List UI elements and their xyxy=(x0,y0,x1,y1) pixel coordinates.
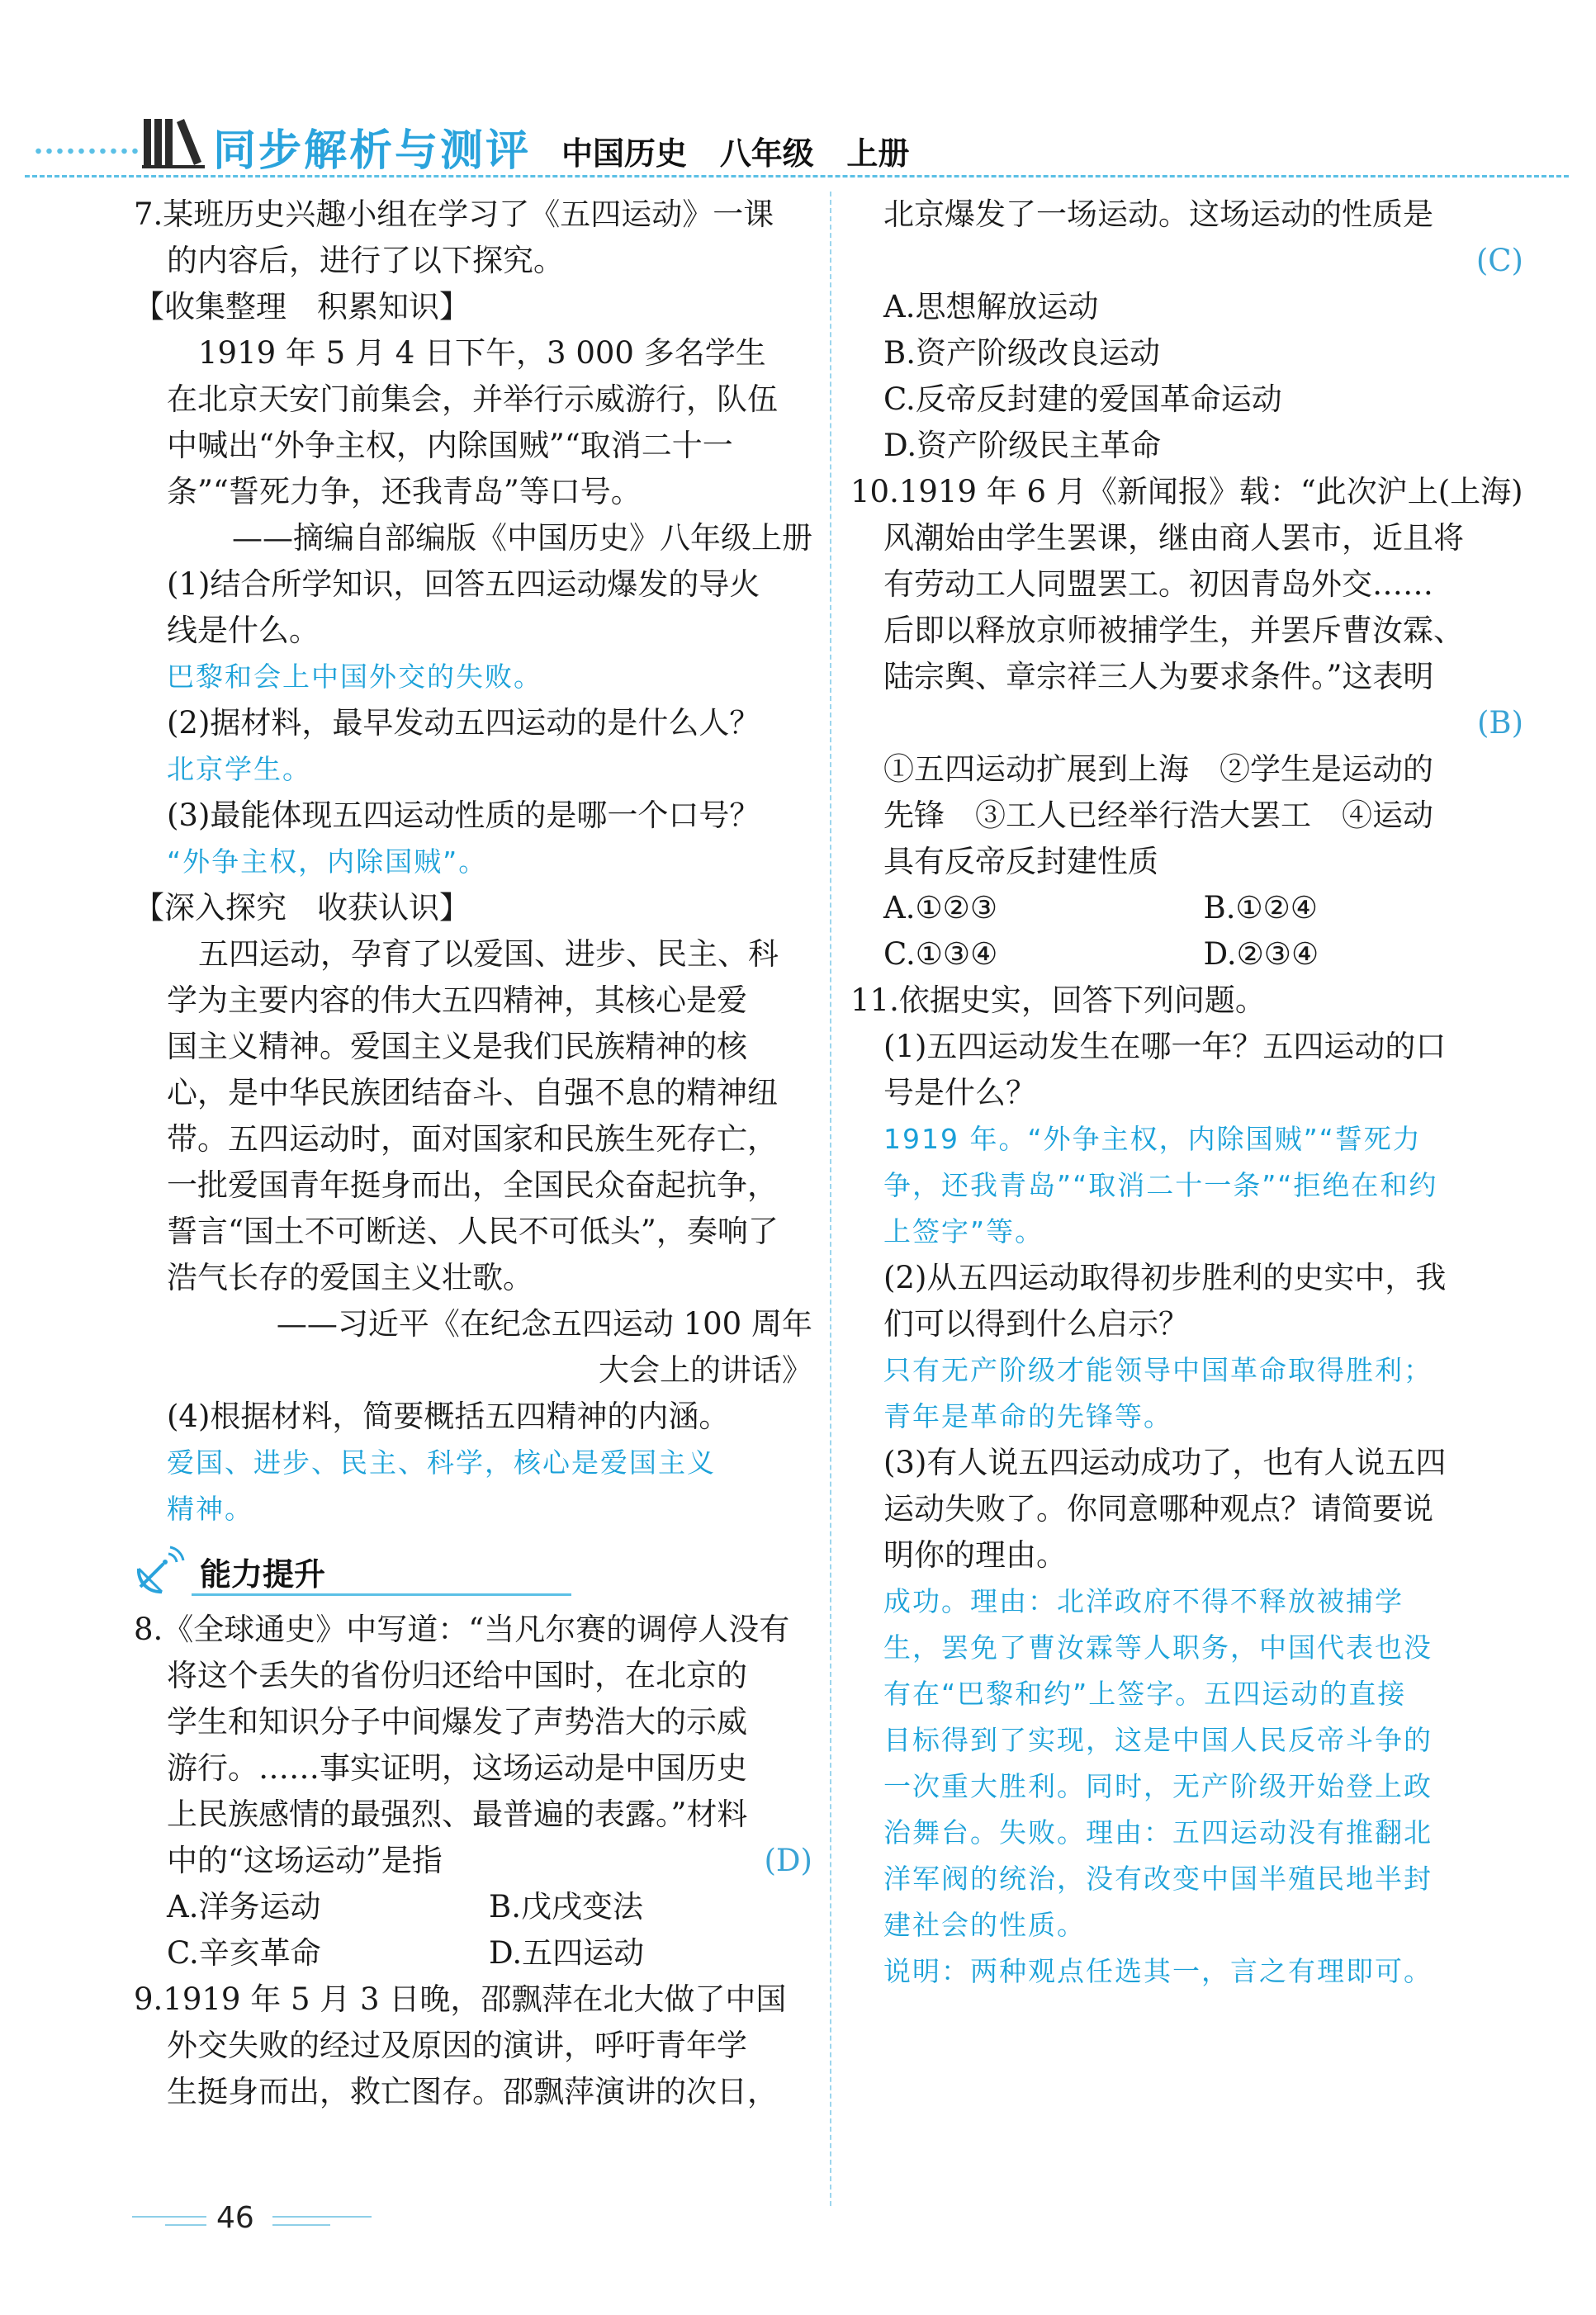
q11-sub-question: 明你的理由。 xyxy=(883,1537,1067,1573)
books-logo-icon xyxy=(142,116,205,168)
q9-stem-line: 北京爆发了一场运动。这场运动的性质是 xyxy=(883,196,1433,232)
q8-stem-line: 上民族感情的最强烈、最普遍的表露。”材料 xyxy=(167,1797,748,1832)
q11-answer: 生，罢免了曹汝霖等人职务，中国代表也没 xyxy=(883,1631,1433,1664)
q7-sub-question: (3)最能体现五四运动性质的是哪一个口号？ xyxy=(167,798,760,833)
q7-answer: 精神。 xyxy=(167,1493,253,1525)
q11-answer: 成功。理由：北洋政府不得不释放被捕学 xyxy=(883,1585,1404,1617)
q7-material-line: 中喊出“外争主权，内除国贼”“取消二十一 xyxy=(167,428,733,463)
q7-sub-question: (2)据材料，最早发动五四运动的是什么人？ xyxy=(167,705,760,741)
q7-material-line: 学为主要内容的伟大五四精神，其核心是爱 xyxy=(167,982,747,1018)
q11-answer: 只有无产阶级才能领导中国革命取得胜利； xyxy=(883,1354,1433,1386)
header-dots-decoration xyxy=(33,147,140,155)
q11-answer: 上签字”等。 xyxy=(883,1215,1044,1247)
q7-answer: 爱国、进步、民主、科学，核心是爱国主义 xyxy=(167,1446,716,1479)
q11-answer: 治舞台。失败。理由：五四运动没有推翻北 xyxy=(883,1816,1433,1849)
section-underline xyxy=(192,1593,571,1596)
q7-material-line: 在北京天安门前集会，并举行示威游行，队伍 xyxy=(167,381,778,417)
q7-answer: 北京学生。 xyxy=(167,753,311,785)
footer-line xyxy=(165,2224,206,2226)
q9-option: B.资产阶级改良运动 xyxy=(883,335,1160,371)
q8-options-row xyxy=(134,1930,812,1977)
q9-stem-line: 外交失败的经过及原因的演讲，呼吁青年学 xyxy=(167,2028,747,2063)
satellite-dish-icon xyxy=(134,1544,187,1597)
q10-answer-choice: (B) xyxy=(1476,705,1523,741)
q8-option: A.洋务运动 xyxy=(167,1889,321,1924)
q7-material-line: 国主义精神。爱国主义是我们民族精神的核 xyxy=(167,1029,747,1064)
q8-options-row xyxy=(134,1884,812,1930)
q11-answer: 目标得到了实现，这是中国人民反帝斗争的 xyxy=(883,1724,1433,1756)
q10-option: B.①②④ xyxy=(1203,890,1318,926)
q7-answer: “外争主权，内除国贼”。 xyxy=(167,845,488,878)
q9-stem-line: 9.1919 年 5 月 3 日晚，邵飘萍在北大做了中国 xyxy=(134,1981,787,2017)
section-heading xyxy=(134,1537,812,1607)
q11-answer: 青年是革命的先锋等。 xyxy=(883,1400,1172,1432)
column-divider xyxy=(830,192,831,2206)
q8-option: D.五四运动 xyxy=(489,1935,645,1971)
q9-option: A.思想解放运动 xyxy=(883,289,1099,324)
q10-option: D.②③④ xyxy=(1203,936,1319,972)
q10-stem-line: 后即以释放京师被捕学生，并罢斥曹汝霖、 xyxy=(883,613,1464,648)
q8-stem-line: 将这个丢失的省份归还给中国时，在北京的 xyxy=(167,1658,747,1693)
q11-answer-note: 说明：两种观点任选其一，言之有理即可。 xyxy=(883,1955,1433,1987)
q8-option: B.戊戌变法 xyxy=(489,1889,643,1924)
subject-label: 中国历史 八年级 上册 xyxy=(561,135,910,172)
q10-statement-line: ①五四运动扩展到上海 ②学生是运动的 xyxy=(883,751,1433,787)
q7-material-source: ——摘编自部编版《中国历史》八年级上册 xyxy=(232,520,812,556)
q7-material-line: 浩气长存的爱国主义壮歌。 xyxy=(167,1260,533,1295)
q7-section-title: 【收集整理 积累知识】 xyxy=(134,289,470,324)
q10-stem-line: 陆宗舆、章宗祥三人为要求条件。”这表明 xyxy=(883,659,1434,694)
q11-sub-question: (2)从五四运动取得初步胜利的史实中，我 xyxy=(883,1260,1447,1295)
q7-material-line: 心，是中华民族团结奋斗、自强不息的精神纽 xyxy=(167,1075,778,1110)
q8-stem-line: 中的“这场运动”是指 xyxy=(167,1843,443,1878)
q7-answer: 巴黎和会上中国外交的失败。 xyxy=(167,660,542,693)
brand-title: 同步解析与测评 xyxy=(213,126,532,176)
q7-material-line: 一批爱国青年挺身而出，全国民众奋起抗争， xyxy=(167,1167,778,1203)
q7-sub-question: 线是什么。 xyxy=(167,613,320,648)
q11-answer: 一次重大胜利。同时，无产阶级开始登上政 xyxy=(883,1770,1433,1802)
q8-stem-line: 游行。……事实证明，这场运动是中国历史 xyxy=(167,1750,747,1786)
q8-answer-choice: (D) xyxy=(764,1843,812,1878)
q7-material-line: 五四运动，孕育了以爱国、进步、民主、科 xyxy=(198,936,779,972)
q11-answer: 洋军阀的统治，没有改变中国半殖民地半封 xyxy=(883,1863,1433,1895)
q9-option: D.资产阶级民主革命 xyxy=(883,428,1162,463)
page-header xyxy=(0,0,1596,190)
q8-option: C.辛亥革命 xyxy=(167,1935,321,1971)
q7-material-line: 誓言“国土不可断送、人民不可低头”，奏响了 xyxy=(167,1214,779,1249)
q11-sub-question: 号是什么？ xyxy=(883,1075,1036,1110)
footer-line xyxy=(272,2216,372,2218)
q11-sub-question: 运动失败了。你同意哪种观点？请简要说 xyxy=(883,1491,1433,1527)
page-footer xyxy=(0,2196,743,2262)
q11-answer: 建社会的性质。 xyxy=(883,1909,1086,1941)
q10-options-row xyxy=(850,885,1523,931)
q10-options-row xyxy=(850,931,1523,978)
q9-stem-line: 生挺身而出，救亡图存。邵飘萍演讲的次日， xyxy=(167,2074,778,2109)
q10-stem-line: 风潮始由学生罢课，继由商人罢市，近且将 xyxy=(883,520,1464,556)
section-title: 能力提升 xyxy=(200,1556,326,1593)
q7-stem-line: 的内容后，进行了以下探究。 xyxy=(167,243,564,278)
q11-answer: 有在“巴黎和约”上签字。五四运动的直接 xyxy=(883,1678,1407,1710)
q7-material-line: 条”“誓死力争，还我青岛”等口号。 xyxy=(167,474,642,509)
q10-stem-line: 有劳动工人同盟罢工。初因青岛外交…… xyxy=(883,566,1433,602)
q8-stem-line: 8.《全球通史》中写道：“当凡尔赛的调停人没有 xyxy=(134,1612,790,1647)
q11-stem-line: 11.依据史实，回答下列问题。 xyxy=(850,982,1266,1018)
q7-material-source: 大会上的讲话》 xyxy=(599,1352,812,1388)
q7-stem-line: 7.某班历史兴趣小组在学习了《五四运动》一课 xyxy=(134,196,774,232)
q11-answer: 1919 年。“外争主权，内除国贼”“誓死力 xyxy=(883,1123,1422,1155)
footer-line xyxy=(132,2216,206,2218)
header-divider xyxy=(25,175,1569,178)
footer-line xyxy=(272,2224,330,2226)
left-column xyxy=(134,192,812,2115)
q11-sub-question: (1)五四运动发生在哪一年？五四运动的口 xyxy=(883,1029,1447,1064)
q7-section-title: 【深入探究 收获认识】 xyxy=(134,890,470,926)
q9-option: C.反帝反封建的爱国革命运动 xyxy=(883,381,1282,417)
right-column xyxy=(850,192,1523,1995)
page-number: 46 xyxy=(216,2201,254,2235)
q7-material-line: 1919 年 5 月 4 日下午，3 000 多名学生 xyxy=(198,335,766,371)
q10-option: C.①③④ xyxy=(883,936,998,972)
q7-material-line: 带。五四运动时，面对国家和民族生死存亡， xyxy=(167,1121,778,1157)
q8-stem-row xyxy=(134,1838,812,1884)
q8-stem-line: 学生和知识分子中间爆发了声势浩大的示威 xyxy=(167,1704,747,1740)
q11-sub-question: (3)有人说五四运动成功了，也有人说五四 xyxy=(883,1445,1447,1480)
q10-statement-line: 先锋 ③工人已经举行浩大罢工 ④运动 xyxy=(883,798,1433,833)
q7-material-source: ——习近平《在纪念五四运动 100 周年 xyxy=(276,1306,812,1342)
q10-stem-line: 10.1919 年 6 月《新闻报》载：“此次沪上(上海) xyxy=(850,474,1523,509)
q11-sub-question: 们可以得到什么启示？ xyxy=(883,1306,1189,1342)
q9-answer-choice: (C) xyxy=(1475,243,1523,278)
q7-sub-question: (4)根据材料，简要概括五四精神的内涵。 xyxy=(167,1399,730,1434)
q10-option: A.①②③ xyxy=(883,890,997,926)
q10-statement-line: 具有反帝反封建性质 xyxy=(883,844,1158,879)
q7-sub-question: (1)结合所学知识，回答五四运动爆发的导火 xyxy=(167,566,760,602)
q11-answer: 争，还我青岛”“取消二十一条”“拒绝在和约 xyxy=(883,1169,1438,1201)
